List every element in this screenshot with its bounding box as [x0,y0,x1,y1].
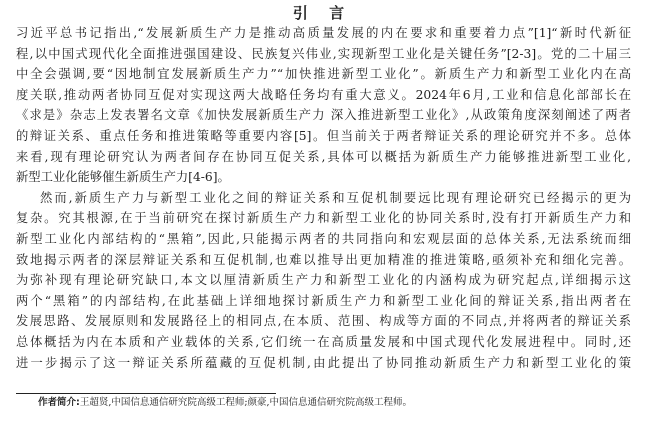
footnote-divider [16,393,276,394]
paragraph-2-line-5: 为弥补现有理论研究缺口,本文以厘清新质生产力和新型工业化的内涵构成为研究起点,详细揭示这 [16,273,631,288]
paragraph-1-line-1: 习近平总书记指出,“发展新质生产力是推动高质量发展的内在要求和重要着力点”[1]“新时代新征 [16,26,631,40]
footnote-text: 王超贤,中国信息通信研究院高级工程师;颜豪,中国信息通信研究院高级工程师。 [79,397,413,408]
paragraph-2-line-9: 进一步揭示了这一辩证关系所蕴藏的互促机制,由此提出了协同推动新质生产力和新型工业化的策 [16,355,631,370]
paragraph-1-line-3: 中全会强调,要“因地制宜发展新质生产力”“加快推进新型工业化”。新质生产力和新型工业化内在高 [16,67,631,82]
paragraph-1-line-8: 新型工业化能够催生新质生产力[4-6]。 [16,170,230,185]
paragraph-2-line-6: 两个“黑箱”的内部结构,在此基础上详细地探讨新质生产力和新型工业化间的辩证关系,指出两者在 [16,293,631,308]
section-heading: 引 言 [292,4,353,22]
body-text [16,23,631,373]
paragraph-2-line-7: 发展思路、发展原则和发展路径上的相同点,在本质、范围、构成等方面的不同点,并将两者的辩证关系 [16,314,631,329]
paragraph-2-line-1: 然而,新质生产力与新型工业化之间的辩证关系和互促机制要远比现有理论研究已经揭示的更为 [40,190,631,205]
paragraph-1-line-2: 程,以中国式现代化全面推进强国建设、民族复兴伟业,实现新型工业化是关键任务”[2-3]。党的二十届三 [16,46,631,61]
paragraph-2-line-2: 复杂。究其根源,在于当前研究在探讨新质生产力和新型工业化的协同关系时,没有打开新质生产力和 [16,211,631,226]
paragraph-1-line-6: 的辩证关系、重点任务和推进策略等重要内容[5]。但当前关于两者辩证关系的理论研究并不多。总体 [16,128,631,143]
paragraph-2-line-3: 新型工业化内部结构的“黑箱”,因此,只能揭示两者的共同指向和宏观层面的总体关系,无法系统而细 [16,231,631,246]
paragraph-1-line-5: 《求是》杂志上发表署名文章《加快发展新质生产力 深入推进新型工业化》,从政策角度深刻阐述了两者 [16,108,631,123]
paragraph-2-line-8: 总体概括为内在本质和产业载体的关系,它们统一在高质量发展和中国式现代化发展进程中。同时,还 [16,334,631,349]
footnote-label: 作者简介: [38,397,80,408]
paragraph-2-line-4: 致地揭示两者的深层辩证关系和互促机制,也难以推导出更加精准的推进策略,亟须补充和细化完善。 [16,252,631,267]
paragraph-1-line-7: 来看,现有理论研究认为两者间存在协同互促关系,具体可以概括为新质生产力能够推进新型工业化, [16,149,631,164]
paragraph-1-line-4: 度关联,推动两者协同互促对实现这两大战略任务均有重大意义。2024年6月,工业和信息化部部长在 [16,87,631,102]
author-footnote [38,396,412,410]
